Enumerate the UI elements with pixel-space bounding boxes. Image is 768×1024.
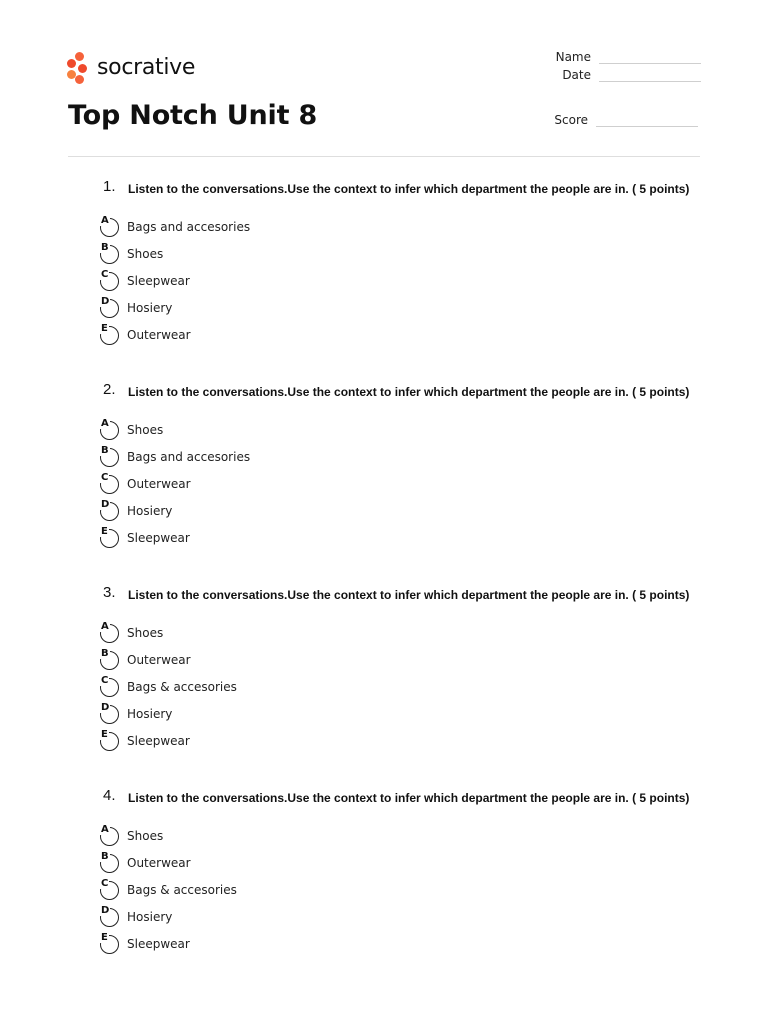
logo-text: socrative: [97, 54, 196, 80]
answer-option-e[interactable]: [100, 526, 190, 550]
option-letter: A: [101, 417, 109, 429]
answer-option-d[interactable]: [100, 499, 172, 523]
answer-radio[interactable]: [100, 471, 119, 494]
question-text: Listen to the conversations.Use the context to infer which department the people are in. ( 5 points): [128, 588, 690, 602]
answer-option-d[interactable]: [100, 702, 172, 726]
option-letter: A: [101, 620, 109, 632]
option-label: Outerwear: [127, 856, 191, 870]
answer-option-c[interactable]: [100, 878, 237, 902]
option-letter: A: [101, 214, 109, 226]
option-label: Sleepwear: [127, 937, 190, 951]
answer-radio[interactable]: [100, 823, 119, 846]
answer-radio[interactable]: [100, 498, 119, 521]
option-label: Bags and accesories: [127, 220, 251, 234]
name-line[interactable]: [599, 51, 701, 64]
answer-radio[interactable]: [100, 417, 119, 440]
option-letter: C: [101, 268, 109, 280]
option-letter: D: [101, 498, 110, 510]
answer-radio[interactable]: [100, 525, 119, 548]
answer-radio[interactable]: [100, 322, 119, 345]
option-letter: C: [101, 471, 109, 483]
answer-radio[interactable]: [100, 850, 119, 873]
question-text: Listen to the conversations.Use the context to infer which department the people are in. ( 5 points): [128, 385, 690, 399]
page-title: Top Notch Unit 8: [68, 100, 318, 131]
name-field[interactable]: [541, 50, 701, 64]
answer-option-a[interactable]: [100, 418, 163, 442]
option-letter: C: [101, 877, 109, 889]
question-text: Listen to the conversations.Use the context to infer which department the people are in. ( 5 points): [128, 182, 690, 196]
option-label: Sleepwear: [127, 274, 190, 288]
option-label: Bags & accesories: [127, 883, 237, 897]
question-number: 3.: [103, 584, 116, 601]
option-letter: E: [101, 728, 108, 740]
answer-option-e[interactable]: [100, 323, 191, 347]
answer-option-b[interactable]: [100, 242, 163, 266]
option-label: Hosiery: [127, 707, 173, 721]
option-label: Hosiery: [127, 910, 173, 924]
score-line[interactable]: [596, 114, 698, 127]
option-letter: C: [101, 674, 109, 686]
option-letter: B: [101, 647, 109, 659]
question-number: 1.: [103, 178, 116, 195]
score-field[interactable]: [538, 113, 698, 127]
name-label: Name: [555, 50, 591, 64]
question-number: 2.: [103, 381, 116, 398]
answer-option-b[interactable]: [100, 851, 191, 875]
option-label: Sleepwear: [127, 531, 190, 545]
answer-option-e[interactable]: [100, 932, 190, 956]
answer-radio[interactable]: [100, 904, 119, 927]
socrative-logo-icon: [67, 50, 93, 84]
option-letter: D: [101, 904, 110, 916]
option-label: Bags and accesories: [127, 450, 251, 464]
option-letter: A: [101, 823, 109, 835]
answer-radio[interactable]: [100, 674, 119, 697]
option-label: Outerwear: [127, 328, 191, 342]
option-letter: E: [101, 931, 108, 943]
answer-radio[interactable]: [100, 701, 119, 724]
answer-option-d[interactable]: [100, 296, 172, 320]
option-label: Hosiery: [127, 504, 173, 518]
answer-radio[interactable]: [100, 444, 119, 467]
answer-radio[interactable]: [100, 877, 119, 900]
answer-option-a[interactable]: [100, 824, 163, 848]
answer-option-c[interactable]: [100, 269, 190, 293]
option-letter: B: [101, 241, 109, 253]
option-label: Shoes: [127, 626, 164, 640]
option-letter: B: [101, 444, 109, 456]
option-letter: D: [101, 701, 110, 713]
answer-radio[interactable]: [100, 295, 119, 318]
option-letter: E: [101, 322, 108, 334]
answer-radio[interactable]: [100, 728, 119, 751]
question-text: Listen to the conversations.Use the context to infer which department the people are in. ( 5 points): [128, 791, 690, 805]
answer-option-c[interactable]: [100, 675, 237, 699]
answer-option-d[interactable]: [100, 905, 172, 929]
option-label: Shoes: [127, 247, 164, 261]
option-label: Hosiery: [127, 301, 173, 315]
option-letter: D: [101, 295, 110, 307]
option-label: Outerwear: [127, 477, 191, 491]
answer-radio[interactable]: [100, 931, 119, 954]
answer-radio[interactable]: [100, 214, 119, 237]
answer-option-e[interactable]: [100, 729, 190, 753]
date-field[interactable]: [541, 68, 701, 82]
header-divider: [68, 156, 700, 157]
option-label: Shoes: [127, 423, 164, 437]
answer-radio[interactable]: [100, 241, 119, 264]
answer-radio[interactable]: [100, 620, 119, 643]
answer-radio[interactable]: [100, 647, 119, 670]
date-label: Date: [562, 68, 591, 82]
answer-option-c[interactable]: [100, 472, 191, 496]
score-label: Score: [554, 113, 588, 127]
option-label: Outerwear: [127, 653, 191, 667]
option-label: Sleepwear: [127, 734, 190, 748]
option-label: Shoes: [127, 829, 164, 843]
answer-radio[interactable]: [100, 268, 119, 291]
option-letter: B: [101, 850, 109, 862]
answer-option-b[interactable]: [100, 648, 191, 672]
option-label: Bags & accesories: [127, 680, 237, 694]
answer-option-a[interactable]: [100, 215, 250, 239]
answer-option-b[interactable]: [100, 445, 250, 469]
option-letter: E: [101, 525, 108, 537]
date-line[interactable]: [599, 69, 701, 82]
question-number: 4.: [103, 787, 116, 804]
socrative-logo: [67, 50, 195, 84]
answer-option-a[interactable]: [100, 621, 163, 645]
